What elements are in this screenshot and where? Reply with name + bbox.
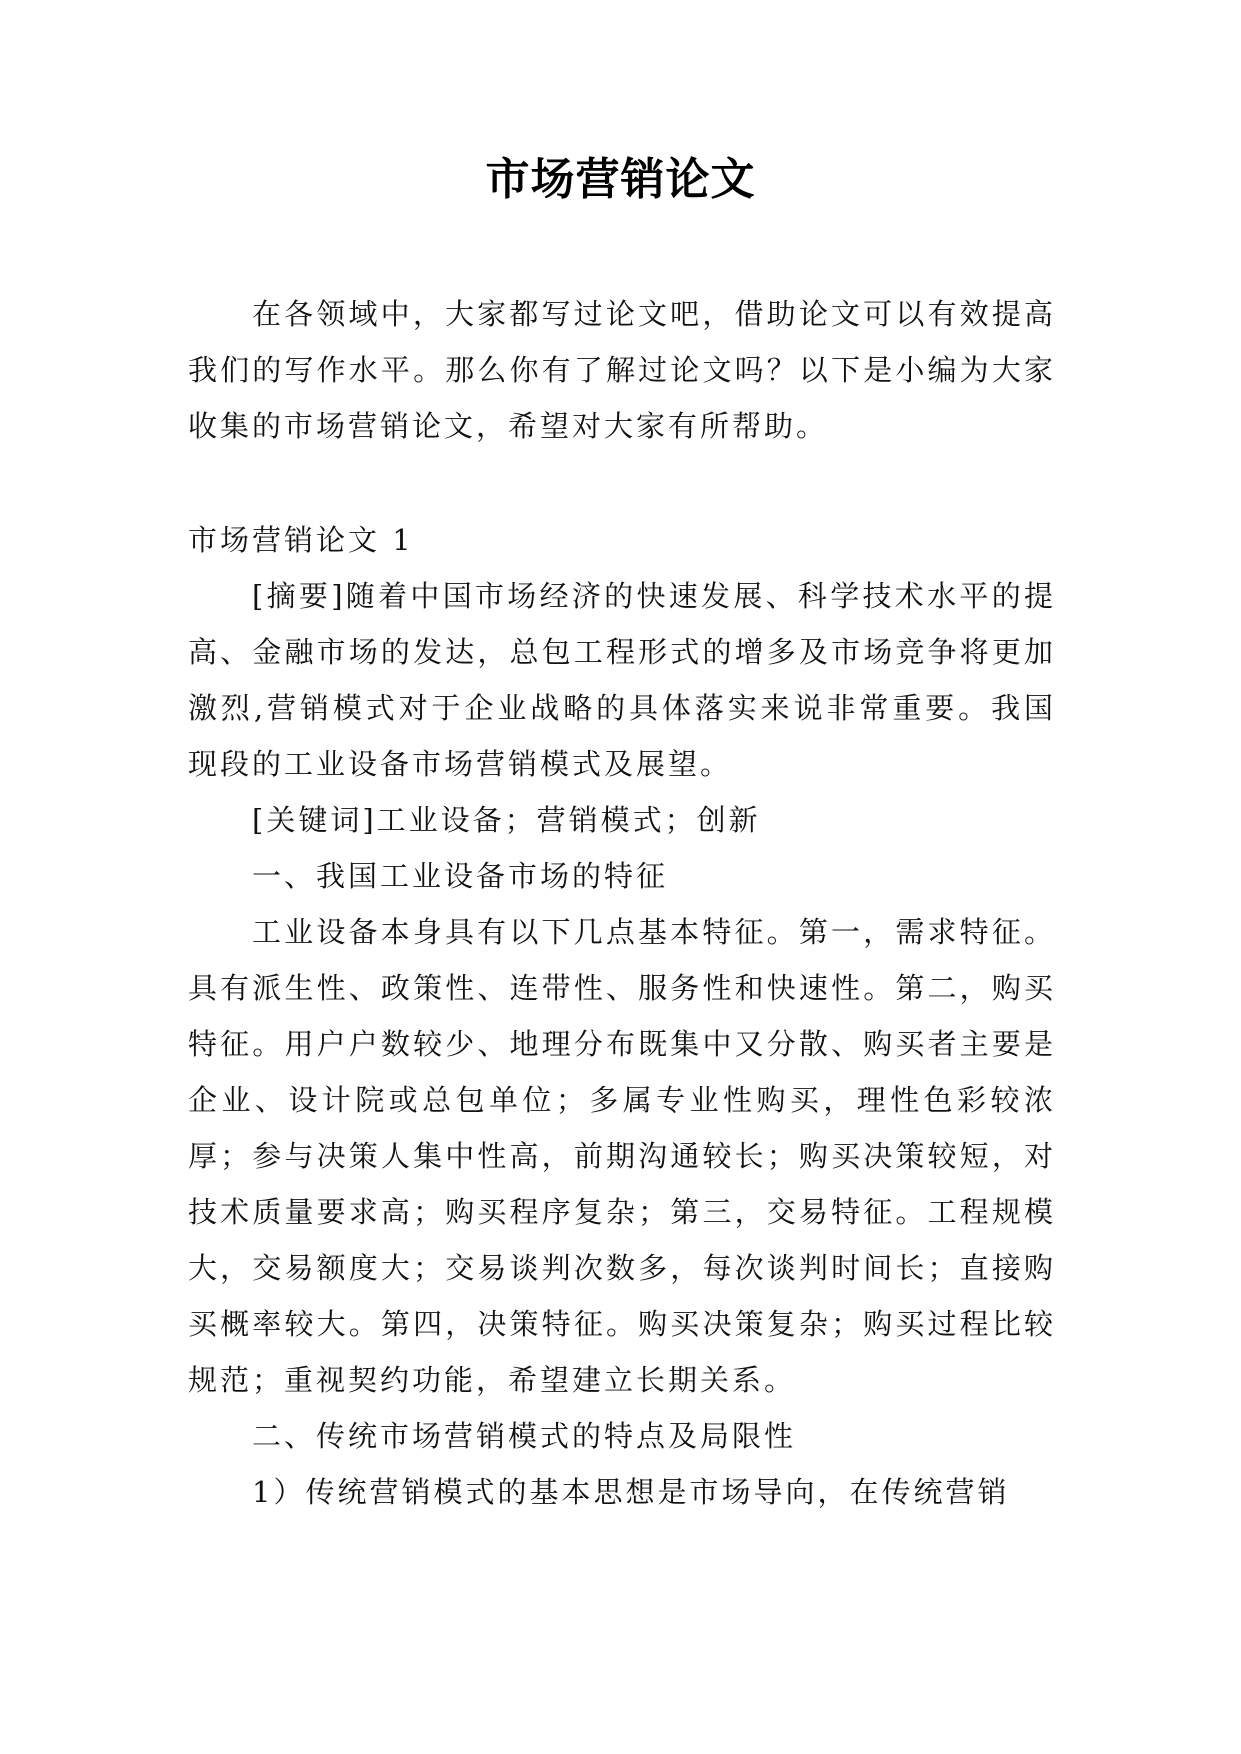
section-heading-1: 一、我国工业设备市场的特征 [252, 859, 669, 893]
document-body [188, 286, 1056, 1520]
page-title: 市场营销论文 [485, 154, 756, 205]
body-paragraph: 1）传统营销模式的基本思想是市场导向，在传统营销 [252, 1475, 1010, 1509]
section-heading-2: 二、传统市场营销模式的特点及局限性 [252, 1419, 797, 1453]
intro-paragraph: 在各领域中，大家都写过论文吧，借助论文可以有效提高我们的写作水平。那么你有了解过论文吗？以下是小编为大家收集的市场营销论文，希望对大家有所帮助。 [188, 297, 1056, 443]
article-heading: 市场营销论文 1 [188, 523, 414, 557]
keywords-paragraph: [关键词]工业设备；营销模式；创新 [252, 803, 761, 837]
body-paragraph: 工业设备本身具有以下几点基本特征。第一，需求特征。具有派生性、政策性、连带性、服务性和快速性。第二，购买特征。用户户数较少、地理分布既集中又分散、购买者主要是企业、设计院或总包单位；多属专业性购买，理性色彩较浓厚；参与决策人集中性高，前期沟通较长；购买决策较短，对技术质量要求高；购买程序复杂；第三，交易特征。工程规模大，交易额度大；交易谈判次数多，每次谈判时间长；直接购买概率较大。第四，决策特征。购买决策复杂；购买过程比较规范；重视契约功能，希望建立长期关系。 [188, 915, 1056, 1397]
abstract-paragraph: [摘要]随着中国市场经济的快速发展、科学技术水平的提高、金融市场的发达，总包工程形式的增多及市场竞争将更加激烈,营销模式对于企业战略的具体落实来说非常重要。我国现段的工业设备市场营销模式及展望。 [188, 579, 1056, 781]
